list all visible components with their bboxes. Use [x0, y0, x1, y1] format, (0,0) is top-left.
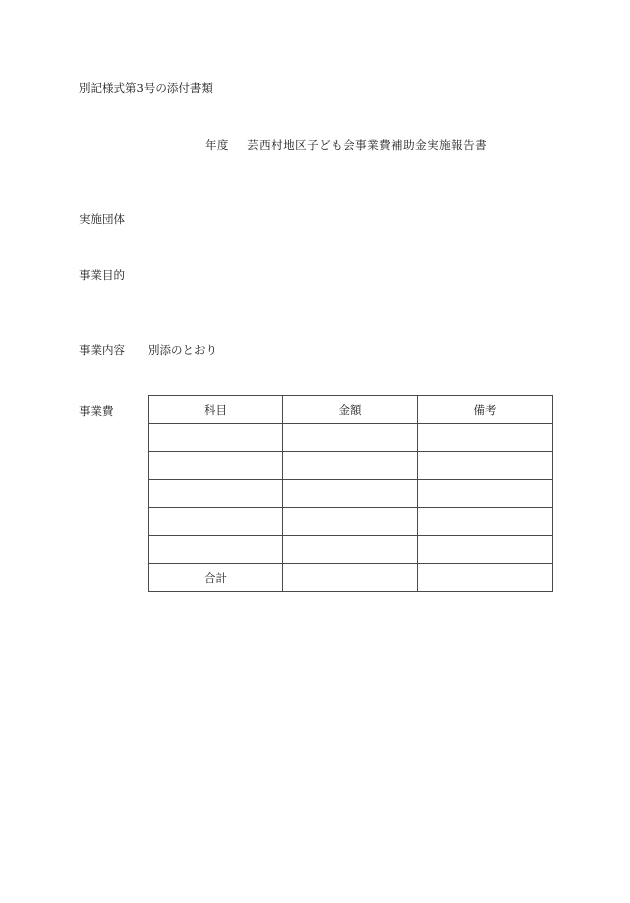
total-row: [149, 564, 553, 592]
total-amount-cell: [283, 564, 418, 592]
amount-cell: [283, 536, 418, 564]
organization-label: 実施団体: [79, 212, 125, 226]
title-year-label: 年度: [205, 138, 229, 152]
table-row: [149, 508, 553, 536]
amount-cell: [283, 424, 418, 452]
cost-label: 事業費: [79, 404, 114, 418]
subject-cell: [149, 452, 283, 480]
table-row: [149, 480, 553, 508]
subject-cell: [149, 480, 283, 508]
purpose-label: 事業目的: [79, 268, 125, 282]
remarks-cell: [418, 452, 553, 480]
table-row: [149, 452, 553, 480]
header-remarks: 備考: [418, 396, 553, 424]
amount-cell: [283, 452, 418, 480]
title-main: 芸西村地区子ども会事業費補助金実施報告書: [247, 138, 488, 152]
table-row: [149, 536, 553, 564]
remarks-cell: [418, 424, 553, 452]
content-label: 事業内容: [79, 343, 125, 357]
subject-cell: [149, 536, 283, 564]
total-label: 合計: [149, 564, 283, 592]
amount-cell: [283, 508, 418, 536]
cost-table: [148, 395, 553, 592]
table-header-row: [149, 396, 553, 424]
header-subject: 科目: [149, 396, 283, 424]
document-title: [205, 137, 487, 153]
subject-cell: [149, 508, 283, 536]
amount-cell: [283, 480, 418, 508]
total-remarks-cell: [418, 564, 553, 592]
remarks-cell: [418, 536, 553, 564]
table-row: [149, 424, 553, 452]
header-amount: 金額: [283, 396, 418, 424]
subject-cell: [149, 424, 283, 452]
attachment-note: 別記様式第3号の添付書類: [79, 81, 213, 95]
remarks-cell: [418, 508, 553, 536]
content-value: 別添のとおり: [148, 343, 217, 357]
remarks-cell: [418, 480, 553, 508]
